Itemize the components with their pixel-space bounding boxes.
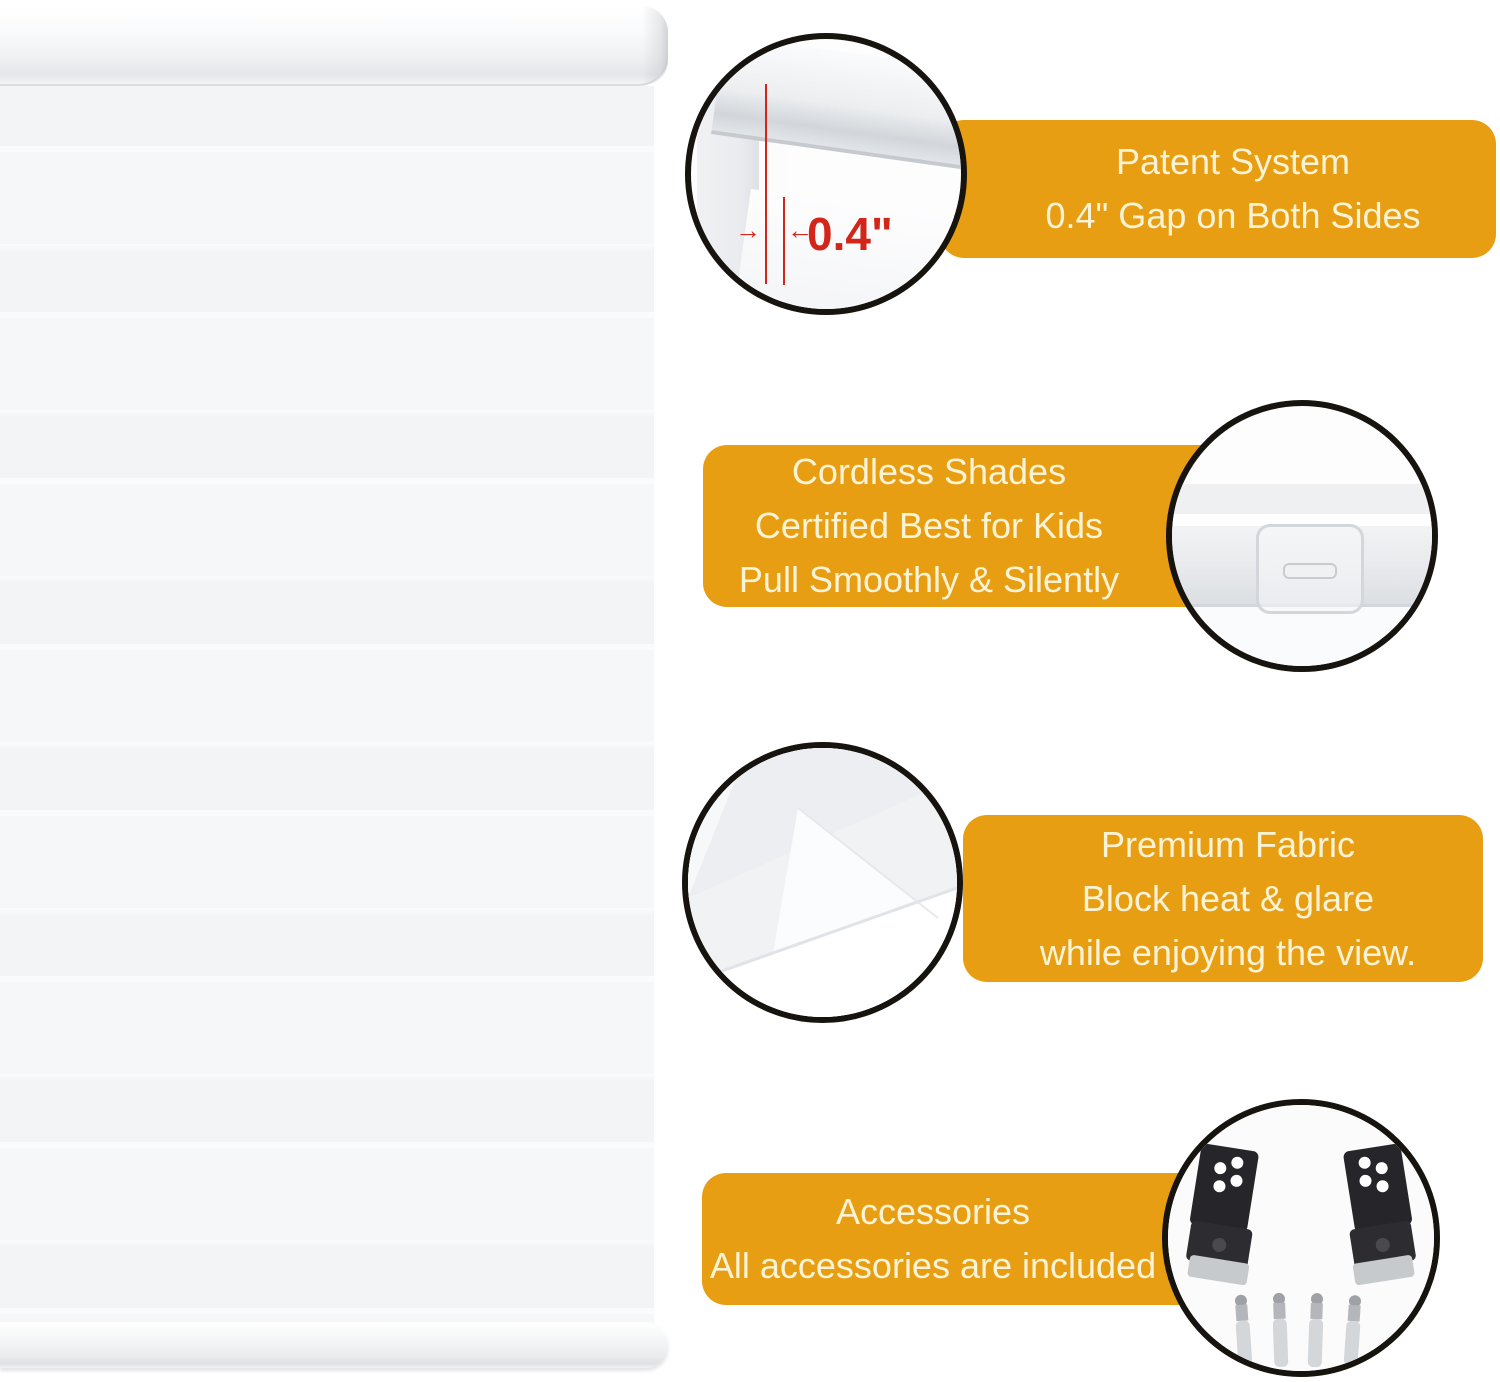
- banner-cordless-line-3: Pull Smoothly & Silently: [738, 559, 1120, 600]
- shade-headrail: [0, 6, 668, 86]
- banner-premium-fabric: [963, 815, 1483, 982]
- accessories-closeup-photo: [1162, 1099, 1440, 1377]
- measurement-line-left: [765, 84, 767, 284]
- gap-measurement-label: 0.4": [807, 208, 893, 260]
- banner-fabric-line-3: while enjoying the view.: [1039, 931, 1417, 973]
- arrow-left-icon: ←: [787, 215, 813, 245]
- brackets-and-screws-illustration: [1168, 1105, 1434, 1371]
- headrail-end-cap: [642, 6, 668, 86]
- banner-patent-system: [940, 120, 1496, 258]
- banner-patent-line-1: Patent System: [1115, 141, 1351, 182]
- shade-fabric-panel: [0, 86, 654, 1324]
- pull-tab-slot-icon: [1283, 563, 1337, 579]
- fabric-closeup-photo: [682, 742, 963, 1023]
- banner-cordless-line-2: Certified Best for Kids: [754, 505, 1104, 546]
- gap-closeup-photo: [685, 33, 967, 315]
- banner-fabric-line-2: Block heat & glare: [1081, 877, 1375, 919]
- measurement-line-right: [783, 197, 785, 285]
- banner-accessories-line-2: All accessories are included: [709, 1245, 1157, 1286]
- banner-cordless-line-1: Cordless Shades: [791, 451, 1067, 492]
- banner-accessories-line-1: Accessories: [835, 1191, 1031, 1232]
- arrow-right-icon: →: [735, 215, 761, 245]
- pull-handle-closeup-photo: [1166, 400, 1438, 672]
- banner-patent-line-2: 0.4" Gap on Both Sides: [1045, 195, 1421, 236]
- fabric-fold-illustration: [688, 748, 957, 1017]
- fabric-below-rail-photo-detail: [1172, 607, 1432, 672]
- rail-shadow-photo-detail: [1172, 484, 1432, 514]
- banner-fabric-line-1: Premium Fabric: [1100, 823, 1356, 865]
- pull-tab-icon: [1256, 524, 1364, 614]
- shade-bottom-rail: [0, 1322, 668, 1368]
